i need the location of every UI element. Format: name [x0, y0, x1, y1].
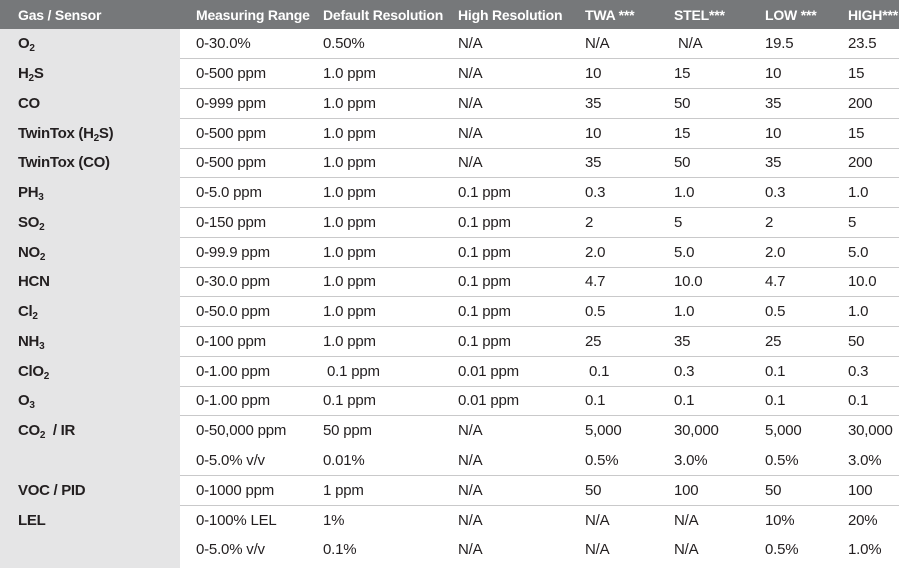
table-row	[0, 208, 899, 238]
gas-name: O	[18, 35, 30, 53]
header-high-resolution: High Resolution	[442, 0, 569, 29]
cell-stel: 5.0	[658, 237, 749, 267]
cell-low: 25	[749, 327, 832, 357]
cell-twa: 0.1	[569, 356, 658, 386]
cell-default-resolution: 1.0 ppm	[307, 89, 442, 119]
cell-gas-sensor	[0, 327, 180, 357]
gas-subscript: 2	[32, 311, 38, 323]
gas-name: SO	[18, 213, 40, 231]
cell-stel: 35	[658, 327, 749, 357]
table-row	[0, 356, 899, 386]
cell-twa: 25	[569, 327, 658, 357]
cell-twa: 0.3	[569, 178, 658, 208]
cell-stel: 0.3	[658, 356, 749, 386]
cell-measuring-range: 0-500 ppm	[180, 59, 307, 89]
table-row	[0, 416, 899, 446]
cell-stel: 100	[658, 475, 749, 505]
table-row	[0, 59, 899, 89]
cell-twa: N/A	[585, 35, 610, 53]
cell-low: 0.5%	[765, 541, 799, 559]
cell-high: 200	[832, 89, 899, 119]
cell-stel: 10.0	[658, 267, 749, 297]
cell-stel: N/A	[674, 541, 699, 559]
gas-name: TwinTox (CO)	[18, 154, 110, 172]
cell-measuring-range: 0-500 ppm	[180, 148, 307, 178]
cell-low: 35	[749, 148, 832, 178]
cell-gas-sensor	[0, 505, 180, 535]
cell-default-resolution: 1.0 ppm	[307, 297, 442, 327]
cell-low: 19.5	[765, 35, 794, 53]
cell-low: 10	[749, 118, 832, 148]
cell-default-resolution: 0.01%	[323, 451, 365, 469]
cell-default-resolution: 1.0 ppm	[307, 148, 442, 178]
table-row	[0, 118, 899, 148]
cell-twa: 0.5	[569, 297, 658, 327]
cell-high-resolution: 0.1 ppm	[442, 267, 569, 297]
table-row	[0, 475, 899, 505]
cell-gas-sensor	[0, 208, 180, 238]
cell-default-resolution: 0.1%	[323, 541, 357, 559]
cell-gas-sensor	[0, 446, 180, 476]
cell-twa: 10	[569, 118, 658, 148]
gas-name: VOC / PID	[18, 481, 86, 499]
gas-name: PH	[18, 184, 39, 202]
cell-default-resolution: 1.0 ppm	[307, 208, 442, 238]
cell-high: 30,000	[832, 416, 899, 446]
gas-subscript: 3	[38, 192, 44, 204]
cell-stel: N/A	[678, 35, 703, 53]
right-margin	[899, 0, 922, 568]
cell-measuring-range: 0-5.0 ppm	[180, 178, 307, 208]
cell-stel: 50	[658, 148, 749, 178]
cell-stel: 3.0%	[674, 451, 708, 469]
gas-subscript: 2	[39, 430, 46, 442]
header-default-resolution: Default Resolution	[307, 0, 442, 29]
header-row	[0, 0, 899, 29]
gas-name: NO	[18, 243, 40, 261]
cell-low: 10%	[749, 505, 832, 535]
cell-measuring-range: 0-30.0%	[196, 35, 251, 53]
cell-stel: 15	[658, 59, 749, 89]
gas-name: Cl	[18, 303, 33, 321]
cell-gas-sensor	[0, 89, 180, 119]
cell-high-resolution: N/A	[442, 416, 569, 446]
cell-gas-sensor	[0, 535, 180, 565]
cell-measuring-range: 0-50,000 ppm	[180, 416, 307, 446]
cell-high-resolution: 0.1 ppm	[442, 297, 569, 327]
cell-stel: N/A	[658, 505, 749, 535]
table-row	[0, 386, 899, 416]
cell-high-resolution: N/A	[442, 505, 569, 535]
cell-high-resolution: 0.1 ppm	[442, 237, 569, 267]
cell-default-resolution: 1.0 ppm	[307, 327, 442, 357]
header-stel: STEL***	[658, 0, 749, 29]
cell-default-resolution: 0.50%	[323, 35, 365, 53]
cell-high-resolution: N/A	[442, 475, 569, 505]
cell-low: 35	[749, 89, 832, 119]
gas-name: HCN	[18, 273, 50, 291]
cell-high-resolution: N/A	[442, 118, 569, 148]
cell-high-resolution: N/A	[458, 35, 483, 53]
cell-default-resolution: 0.1 ppm	[307, 356, 442, 386]
cell-low: 0.3	[749, 178, 832, 208]
table-row	[0, 29, 899, 59]
gas-name: H	[18, 65, 29, 83]
cell-default-resolution: 50 ppm	[307, 416, 442, 446]
cell-measuring-range: 0-99.9 ppm	[180, 237, 307, 267]
cell-high-resolution: 0.01 ppm	[442, 386, 569, 416]
cell-high: 100	[832, 475, 899, 505]
gas-subscript: 2	[39, 221, 45, 233]
cell-high-resolution: N/A	[442, 148, 569, 178]
cell-gas-sensor	[0, 118, 180, 148]
header-high: HIGH***	[832, 0, 899, 29]
header-low: LOW ***	[749, 0, 832, 29]
cell-high: 0.3	[832, 356, 899, 386]
cell-high: 1.0%	[848, 541, 882, 559]
table-row	[0, 297, 899, 327]
cell-measuring-range: 0-100 ppm	[180, 327, 307, 357]
cell-high-resolution: N/A	[458, 541, 483, 559]
cell-gas-sensor	[0, 29, 180, 59]
cell-low: 10	[749, 59, 832, 89]
cell-high: 15	[832, 59, 899, 89]
cell-low: 2.0	[749, 237, 832, 267]
header-gas-sensor: Gas / Sensor	[0, 0, 180, 29]
cell-twa: 50	[569, 475, 658, 505]
cell-measuring-range: 0-100% LEL	[180, 505, 307, 535]
cell-high: 1.0	[832, 178, 899, 208]
cell-high-resolution: 0.1 ppm	[442, 327, 569, 357]
cell-twa: 0.1	[569, 386, 658, 416]
cell-high-resolution: 0.01 ppm	[442, 356, 569, 386]
cell-low: 4.7	[749, 267, 832, 297]
table-row	[0, 89, 899, 119]
cell-twa: N/A	[585, 541, 610, 559]
cell-measuring-range: 0-1.00 ppm	[180, 386, 307, 416]
cell-default-resolution: 1%	[307, 505, 442, 535]
cell-low: 0.5	[749, 297, 832, 327]
gas-name: TwinTox (H	[18, 124, 94, 142]
cell-measuring-range: 0-150 ppm	[180, 208, 307, 238]
cell-low: 0.1	[749, 386, 832, 416]
cell-default-resolution: 1.0 ppm	[307, 237, 442, 267]
cell-high: 50	[832, 327, 899, 357]
gas-name: ClO	[18, 362, 44, 380]
cell-default-resolution: 1.0 ppm	[307, 59, 442, 89]
table-row	[0, 327, 899, 357]
cell-high: 0.1	[832, 386, 899, 416]
table-body	[0, 29, 899, 565]
cell-gas-sensor	[0, 267, 180, 297]
cell-high: 5.0	[832, 237, 899, 267]
cell-stel: 0.1	[658, 386, 749, 416]
cell-high-resolution: N/A	[442, 59, 569, 89]
gas-name: NH	[18, 332, 40, 350]
gas-name-suffix: S	[33, 65, 44, 83]
cell-high-resolution: 0.1 ppm	[442, 208, 569, 238]
gas-subscript: 2	[28, 73, 34, 85]
table-row	[0, 178, 899, 208]
cell-default-resolution: 1.0 ppm	[307, 178, 442, 208]
cell-gas-sensor	[0, 148, 180, 178]
cell-default-resolution: 1.0 ppm	[307, 267, 442, 297]
table-row	[0, 148, 899, 178]
cell-high: 200	[832, 148, 899, 178]
cell-high: 1.0	[832, 297, 899, 327]
cell-gas-sensor	[0, 356, 180, 386]
gas-name: O	[18, 392, 30, 410]
table-row	[0, 446, 899, 476]
cell-measuring-range: 0-50.0 ppm	[180, 297, 307, 327]
cell-low: 50	[749, 475, 832, 505]
cell-measuring-range: 0-1.00 ppm	[180, 356, 307, 386]
cell-stel: 30,000	[658, 416, 749, 446]
cell-high: 20%	[832, 505, 899, 535]
gas-subscript: 2	[29, 43, 35, 55]
cell-stel: 50	[658, 89, 749, 119]
table-row	[0, 505, 899, 535]
cell-stel: 15	[658, 118, 749, 148]
cell-stel: 1.0	[658, 178, 749, 208]
cell-high: 10.0	[832, 267, 899, 297]
cell-measuring-range: 0-30.0 ppm	[180, 267, 307, 297]
gas-subscript: 2	[93, 132, 99, 144]
table-row	[0, 267, 899, 297]
cell-twa: 10	[569, 59, 658, 89]
cell-low: 0.5%	[765, 451, 799, 469]
gas-subscript: 3	[39, 340, 45, 352]
gas-name: LEL	[18, 511, 46, 529]
cell-gas-sensor	[0, 386, 180, 416]
table-row	[0, 535, 899, 565]
cell-gas-sensor	[0, 297, 180, 327]
cell-twa: 35	[569, 148, 658, 178]
cell-twa: N/A	[569, 505, 658, 535]
cell-twa: 2	[569, 208, 658, 238]
cell-low: 2	[749, 208, 832, 238]
cell-gas-sensor	[0, 237, 180, 267]
cell-twa: 0.5%	[585, 451, 619, 469]
cell-high-resolution: N/A	[458, 451, 483, 469]
gas-name-suffix: / IR	[45, 422, 76, 440]
header-measuring-range: Measuring Range	[180, 0, 307, 29]
cell-default-resolution: 1.0 ppm	[307, 118, 442, 148]
header-twa: TWA ***	[569, 0, 658, 29]
cell-high: 3.0%	[848, 451, 882, 469]
table-row	[0, 237, 899, 267]
cell-high-resolution: 0.1 ppm	[442, 178, 569, 208]
gas-name: CO	[18, 422, 40, 440]
gas-subscript: 2	[39, 251, 46, 263]
cell-measuring-range: 0-1000 ppm	[180, 475, 307, 505]
cell-gas-sensor	[0, 475, 180, 505]
cell-gas-sensor	[0, 178, 180, 208]
cell-default-resolution: 1 ppm	[307, 475, 442, 505]
cell-low: 5,000	[749, 416, 832, 446]
cell-low: 0.1	[749, 356, 832, 386]
gas-subscript: 3	[29, 400, 35, 412]
cell-measuring-range: 0-500 ppm	[180, 118, 307, 148]
cell-twa: 4.7	[569, 267, 658, 297]
cell-high: 5	[832, 208, 899, 238]
cell-high: 15	[832, 118, 899, 148]
cell-twa: 35	[569, 89, 658, 119]
cell-stel: 1.0	[658, 297, 749, 327]
cell-twa: 2.0	[569, 237, 658, 267]
cell-measuring-range: 0-999 ppm	[180, 89, 307, 119]
gas-name: CO	[18, 94, 40, 112]
cell-gas-sensor	[0, 59, 180, 89]
cell-measuring-range: 0-5.0% v/v	[196, 541, 265, 559]
cell-gas-sensor	[0, 416, 180, 446]
cell-twa: 5,000	[569, 416, 658, 446]
cell-high-resolution: N/A	[442, 89, 569, 119]
cell-high: 23.5	[848, 35, 877, 53]
cell-stel: 5	[658, 208, 749, 238]
cell-default-resolution: 0.1 ppm	[307, 386, 442, 416]
gas-name-suffix: S)	[98, 124, 114, 142]
gas-subscript: 2	[43, 370, 50, 382]
cell-measuring-range: 0-5.0% v/v	[196, 451, 265, 469]
